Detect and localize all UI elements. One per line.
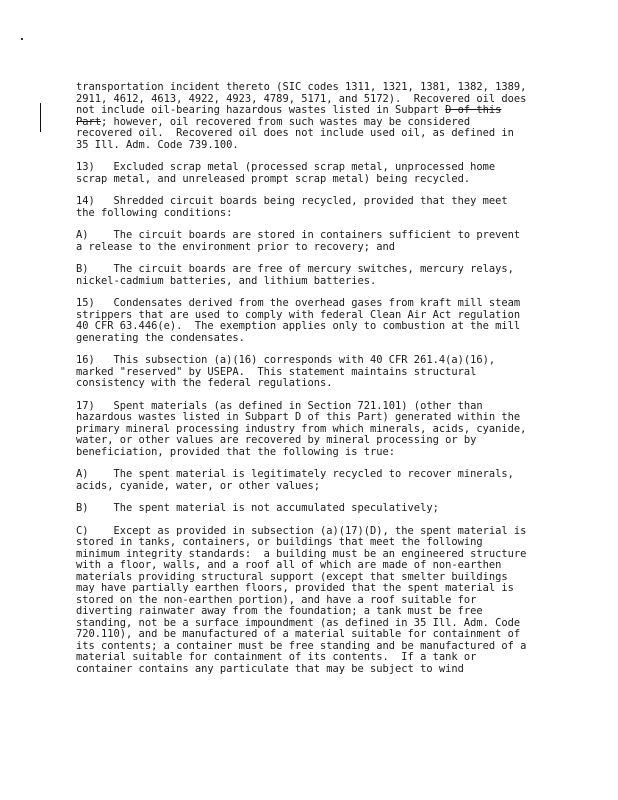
text-line	[76, 503, 556, 515]
line-text: material suitable for containment of its contents. If a tank or	[76, 651, 477, 663]
line-text: materials providing structural support (except that smelter buildings	[76, 570, 508, 583]
line-text: B) The circuit boards are free of mercury switches, mercury relays,	[76, 263, 514, 275]
line-text: beneficiation, provided that the following is true:	[76, 445, 396, 458]
scan-speck	[21, 38, 23, 40]
line-text: may have partially earthen floors, provided that the spent material is	[76, 582, 514, 594]
paragraph-p17	[76, 401, 556, 459]
line-text: container contains any particulate that may be subject to wind	[76, 662, 464, 675]
text-line	[76, 447, 556, 459]
text-line	[76, 242, 556, 254]
paragraph-p14	[76, 196, 556, 219]
line-text: ; however, oil recovered from such wastes may be considered	[101, 115, 471, 128]
text-line	[76, 664, 556, 676]
line-text: 14) Shredded circuit boards being recycled, provided that they meet	[76, 195, 508, 207]
line-text: its contents; a container must be free standing and be manufactured of a	[76, 639, 527, 652]
line-text: consistency with the federal regulations.	[76, 377, 333, 389]
paragraph-p17b	[76, 503, 556, 515]
text-line	[76, 140, 556, 152]
line-text: diverting rainwater away from the foundation; a tank must be free	[76, 605, 483, 617]
line-text: stored in tanks, containers, or buildings that meet the following	[76, 536, 483, 548]
document-body	[76, 82, 556, 686]
line-text: not include oil-bearing hazardous wastes listed in Subpart	[76, 104, 446, 116]
line-text: primary mineral processing industry from which minerals, acids, cyanide,	[76, 422, 527, 435]
paragraph-p0	[76, 82, 556, 151]
line-text: 13) Excluded scrap metal (processed scrap metal, unprocessed home	[76, 161, 496, 173]
line-text: C) Except as provided in subsection (a)(17)(D), the spent material is	[76, 524, 527, 537]
line-text: generating the condensates.	[76, 331, 245, 344]
text-line	[76, 378, 556, 390]
revision-margin-bar	[40, 103, 41, 132]
paragraph-p13	[76, 162, 556, 185]
line-text: hazardous wastes listed in Subpart D of this Part) generated within the	[76, 411, 521, 423]
line-text: scrap metal, and unreleased prompt scrap metal) being recycled.	[76, 172, 471, 185]
text-line	[76, 481, 556, 493]
text-line	[76, 276, 556, 288]
line-text: 720.110), and be manufactured of a material suitable for containment of	[76, 628, 521, 640]
line-text: 15) Condensates derived from the overhead gases from kraft mill steam	[76, 297, 521, 309]
line-text: minimum integrity standards: a building must be an engineered structure	[76, 547, 527, 560]
line-text: water, or other values are recovered by mineral processing or by	[76, 434, 477, 446]
line-text: 35 Ill. Adm. Code 739.100.	[76, 138, 239, 151]
line-text: the following conditions:	[76, 206, 233, 219]
paragraph-p17c	[76, 526, 556, 676]
line-text: strippers that are used to comply with federal Clean Air Act regulation	[76, 308, 521, 321]
text-line	[76, 208, 556, 220]
line-text: acids, cyanide, water, or other values;	[76, 479, 320, 492]
struck-text: Part	[76, 115, 102, 128]
line-text: recovered oil. Recovered oil does not include used oil, as defined in	[76, 127, 514, 139]
line-text: marked "reserved" by USEPA. This statement maintains structural	[76, 365, 477, 378]
paragraph-p16	[76, 355, 556, 390]
paragraph-p17a	[76, 469, 556, 492]
line-text: 16) This subsection (a)(16) corresponds with 40 CFR 261.4(a)(16),	[76, 354, 496, 366]
line-text: a release to the environment prior to recovery; and	[76, 240, 396, 253]
paragraph-p15	[76, 298, 556, 344]
line-text: A) The spent material is legitimately recycled to recover minerals,	[76, 468, 514, 480]
line-text: 2911, 4612, 4613, 4922, 4923, 4789, 5171, and 5172). Recovered oil does	[76, 92, 527, 105]
struck-text: D of this	[445, 104, 502, 116]
line-text: 40 CFR 63.446(e). The exemption applies only to combustion at the mill	[76, 320, 521, 332]
line-text: transportation incident thereto (SIC codes 1311, 1321, 1381, 1382, 1389,	[76, 81, 527, 93]
line-text: stored on the non-earthen portion), and have a roof suitable for	[76, 593, 477, 606]
line-text: nickel-cadmium batteries, and lithium batteries.	[76, 274, 377, 287]
line-text: standing, not be a surface impoundment (as defined in 35 Ill. Adm. Code	[76, 616, 521, 629]
text-line	[76, 333, 556, 345]
line-text: 17) Spent materials (as defined in Section 721.101) (other than	[76, 399, 483, 412]
text-line	[76, 174, 556, 186]
line-text: with a floor, walls, and a roof all of which are made of non-earthen	[76, 559, 502, 571]
paragraph-p14b	[76, 264, 556, 287]
line-text: A) The circuit boards are stored in containers sufficient to prevent	[76, 229, 521, 241]
line-text: B) The spent material is not accumulated speculatively;	[76, 502, 439, 514]
paragraph-p14a	[76, 230, 556, 253]
